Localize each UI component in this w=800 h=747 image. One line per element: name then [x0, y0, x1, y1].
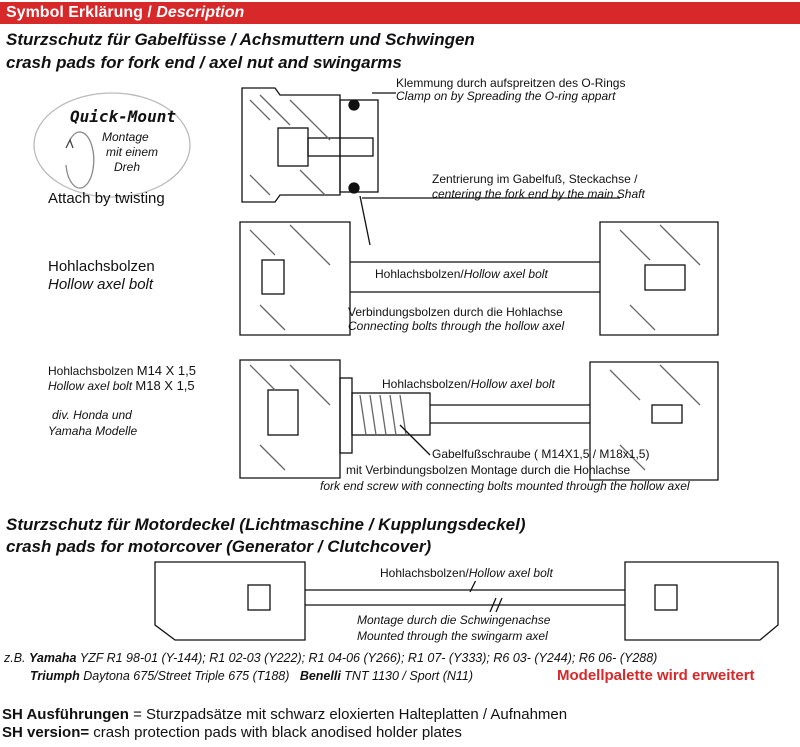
connect-label-de: Verbindungsbolzen durch die Hohlachse [348, 305, 563, 319]
benelli-list: TNT 1130 / Sport (N11) [340, 669, 474, 683]
brand-triumph: Triumph [30, 669, 80, 683]
mount-label-en: Mounted through the swingarm axel [357, 629, 548, 643]
hollow-bolt-de: Hohlachsbolzen [48, 258, 155, 275]
header-title-de: Symbol Erklärung / [6, 4, 157, 21]
section2-title-de: Sturzschutz für Motordeckel (Lichtmaschine / Kupplungsdeckel) [6, 515, 526, 534]
sh-en-rest: crash protection pads with black anodised holder plates [89, 724, 462, 741]
honda-line1: div. Honda und [52, 408, 132, 422]
hollow-label3-en: Hollow axel bolt [470, 377, 555, 391]
hollow-label-de: Hohlachsbolzen/ [375, 267, 464, 281]
sh-line-de [2, 706, 567, 724]
quick-mount-line2: mit einem [106, 145, 159, 159]
sh-de-rest: = Sturzpadsätze mit schwarz eloxierten Halteplatten / Aufnahmen [128, 706, 568, 723]
connect-label-en: Connecting bolts through the hollow axel [348, 319, 565, 333]
triumph-list: Daytona 675/Street Triple 675 (T188) [79, 669, 290, 683]
clamp-label-de: Klemmung durch aufspreitzen des O-Rings [396, 76, 626, 90]
section1-title-en: crash pads for fork end / axel nut and swingarms [6, 53, 402, 72]
header-title-en: Description [156, 4, 245, 21]
sh-en-bold: SH version= [2, 724, 90, 741]
hollow-label4-de: Hohlachsbolzen/ [380, 566, 469, 580]
yamaha-list: YZF R1 98-01 (Y-144); R1 02-03 (Y222); R1 04-06 (Y266); R1 07- (Y333); R6 03- (Y244); R6 06- (Y288) [76, 651, 658, 665]
quick-mount-title: Quick-Mount [70, 107, 176, 126]
thread-m18: M18 X 1,5 [135, 378, 195, 393]
hollow-bolt-en: Hollow axel bolt [48, 276, 154, 293]
models-prefix: z.B. [4, 651, 30, 665]
quick-mount-line3: Dreh [114, 160, 141, 174]
clamp-label-en: Clamp on by Spreading the O-ring appart [396, 89, 616, 103]
mount-label-de: Montage durch die Schwingenachse [357, 613, 551, 627]
hollow-label4-en: Hollow axel bolt [468, 566, 553, 580]
sh-de-bold: SH Ausführungen [2, 706, 129, 723]
brand-benelli: Benelli [299, 669, 341, 683]
screw-label-de: Gabelfußschraube ( M14X1,5 / M18x1,5) [432, 447, 650, 461]
honda-line2: Yamaha Modelle [48, 424, 138, 438]
sh-line-en [2, 724, 462, 742]
left3-en: Hollow axel bolt [48, 379, 133, 393]
screw-label-en: fork end screw with connecting bolts mounted through the hollow axel [320, 479, 690, 493]
section2-title-en: crash pads for motorcover (Generator / Clutchcover) [6, 537, 432, 556]
thread-m14: M14 X 1,5 [136, 363, 196, 378]
yamaha-models [4, 651, 657, 666]
quick-mount-line1: Montage [102, 130, 149, 144]
center-label-de: Zentrierung im Gabelfuß, Steckachse / [432, 172, 638, 186]
hollow-label3-de: Hohlachsbolzen/ [382, 377, 471, 391]
quick-mount-caption: Attach by twisting [48, 190, 165, 207]
model-range-expanding: Modellpalette wird erweitert [557, 667, 755, 684]
left3-de: Hohlachsbolzen [48, 364, 134, 378]
hollow-label-en: Hollow axel bolt [463, 267, 548, 281]
section1-title-de: Sturzschutz für Gabelfüsse / Achsmuttern und Schwingen [6, 30, 475, 49]
center-label-en: centering the fork end by the main Shaft [432, 187, 645, 201]
screw-label-de2: mit Verbindungsbolzen Montage durch die Hohlachse [346, 463, 631, 477]
brand-yamaha: Yamaha [29, 651, 77, 665]
other-models [30, 669, 473, 684]
